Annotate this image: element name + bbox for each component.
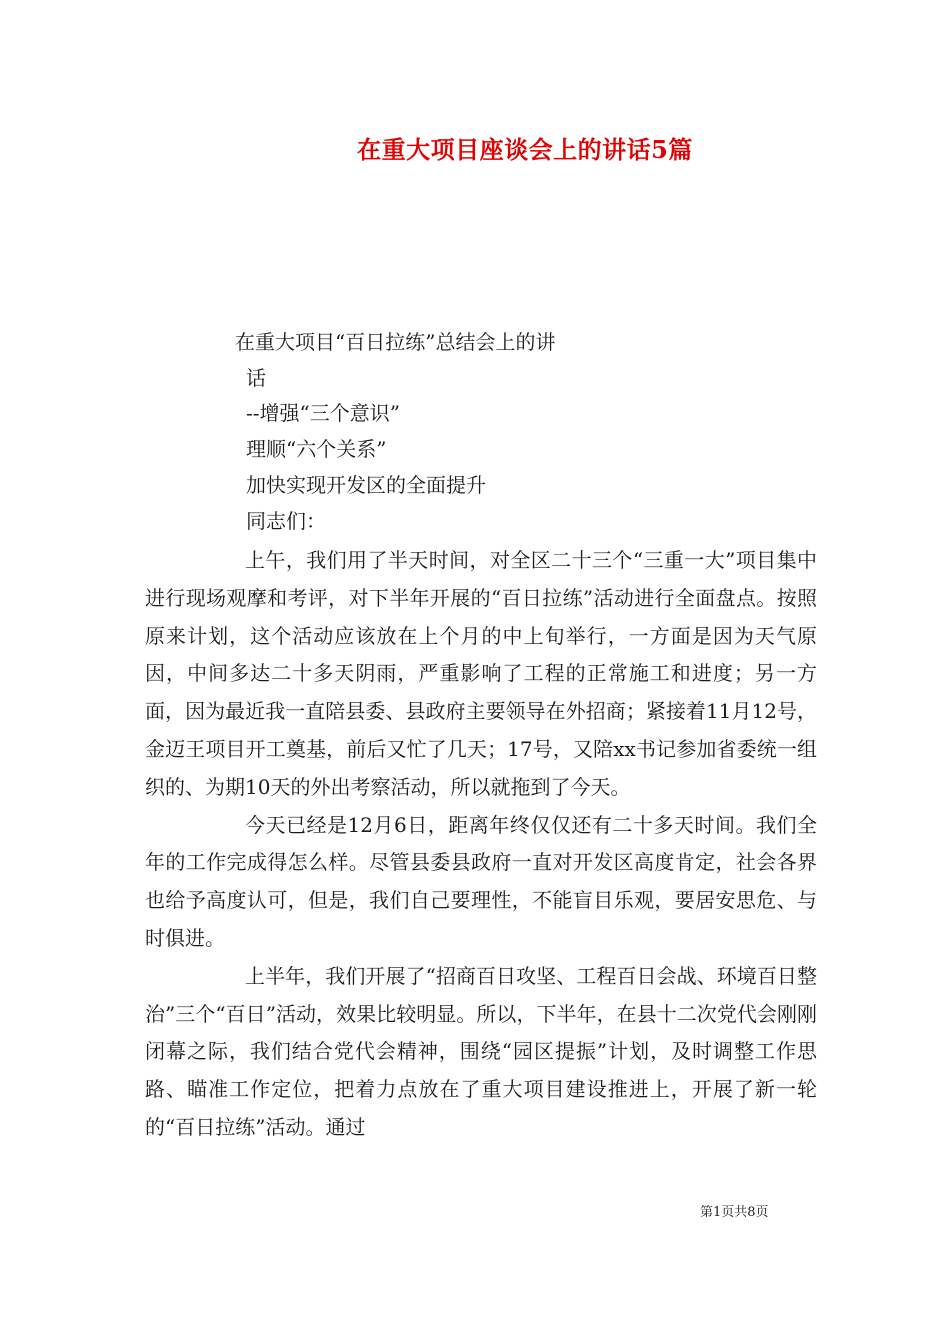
- heading-line-4: 理顺“六个关系”: [246, 437, 387, 461]
- heading-line-5: 加快实现开发区的全面提升: [246, 473, 486, 497]
- salutation: 同志们：: [246, 509, 326, 533]
- heading-line-1: 在重大项目“百日拉练”总结会上的讲: [235, 330, 556, 354]
- heading-line-2: 话: [246, 366, 266, 390]
- document-title: 在重大项目座谈会上的讲话5篇: [357, 135, 693, 164]
- heading-line-3: --增强“三个意识”: [246, 401, 400, 425]
- page-footer: 第1页共8页: [700, 1205, 769, 1220]
- body-text: [145, 542, 817, 1147]
- paragraph-2: 今天已经是12月6日，距离年终仅仅还有二十多天时间。我们全年的工作完成得怎么样。尽管县委县政府一直对开发区高度肯定，社会各界也给予高度认可，但是，我们自己要理性，不能盲目乐观，要居安思危、与时俱进。: [145, 812, 817, 950]
- paragraph-1: 上午，我们用了半天时间，对全区二十三个“三重一大”项目集中进行现场观摩和考评，对下半年开展的“百日拉练”活动进行全面盘点。按照原来计划，这个活动应该放在上个月的中上旬举行，一方面是因为天气原因，中间多达二十多天阴雨，严重影响了工程的正常施工和进度；另一方面，因为最近我一直陪县委、县政府主要领导在外招商；紧接着11月12号，金迈王项目开工奠基，前后又忙了几天；17号，又陪xx书记参加省委统一组织的、为期10天的外出考察活动，所以就拖到了今天。: [145, 548, 817, 799]
- paragraph-3: 上半年，我们开展了“招商百日攻坚、工程百日会战、环境百日整治”三个“百日”活动，效果比较明显。所以，下半年，在县十二次党代会刚刚闭幕之际，我们结合党代会精神，围绕“园区提振”计划，及时调整工作思路、瞄准工作定位，把着力点放在了重大项目建设推进上，开展了新一轮的“百日拉练”活动。通过: [145, 963, 817, 1139]
